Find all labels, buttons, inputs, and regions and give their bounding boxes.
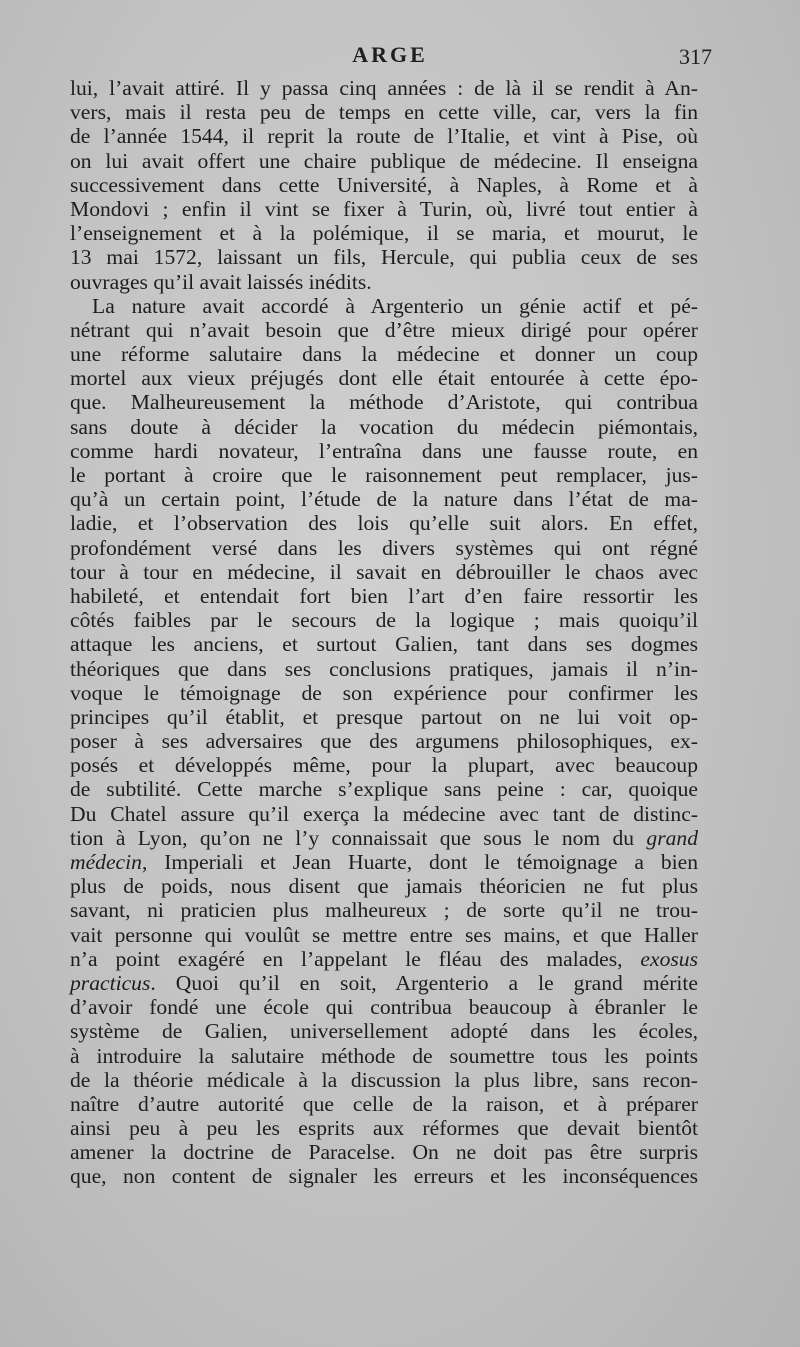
italic-term: grand <box>646 825 698 850</box>
paragraph-end-line: ouvrages qu’il avait laissés inédits. <box>70 269 372 294</box>
text-line: naître d’autre autorité que celle de la raison, et à préparer <box>70 1091 698 1116</box>
text-line: voque le témoignage de son expérience pour confirmer les <box>70 680 698 705</box>
text-line: médecin, Imperiali et Jean Huarte, dont le témoignage a bien <box>70 850 698 874</box>
text-line: plus de poids, nous disent que jamais théoricien ne fut plus <box>70 874 698 899</box>
text-line: poser à ses adversaires que des argumens philosophiques, ex- <box>70 729 698 754</box>
paragraph-start-line: La nature avait accordé à Argenterio un génie actif et pé- <box>92 293 698 318</box>
text-line: tion à Lyon, qu’on ne l’y connaissait que sous le nom du grand <box>70 825 698 850</box>
text-line: vers, mais il resta peu de temps en cette ville, car, vers la fin <box>70 100 698 125</box>
text-line: successivement dans cette Université, à Naples, à Rome et à <box>70 172 698 197</box>
text-line: n’a point exagéré en l’appelant le fléau des malades, exosus <box>70 946 698 971</box>
text-line: une réforme salutaire dans la médecine et donner un coup <box>70 342 698 367</box>
text-line: ainsi peu à peu les esprits aux réformes que devait bientôt <box>70 1116 698 1141</box>
text-line: l’enseignement et à la polémique, il se maria, et mourut, le <box>70 221 698 246</box>
page-number: 317 <box>679 44 712 69</box>
text-line: le portant à croire que le raisonnement peut remplacer, jus- <box>70 463 698 487</box>
text-line: sans doute à décider la vocation du médecin piémontais, <box>70 414 698 439</box>
running-title: ARGE <box>352 42 428 67</box>
italic-term: médecin <box>70 850 142 874</box>
text-line: mortel aux vieux préjugés dont elle était entourée à cette épo- <box>70 366 698 391</box>
text-line: principes qu’il établit, et presque partout on ne lui voit op- <box>70 704 698 729</box>
text-line: théoriques que dans ses conclusions pratiques, jamais il n’in- <box>70 656 698 681</box>
text-line: que, non content de signaler les erreurs et les inconséquences <box>70 1164 698 1189</box>
text-line: posés et développés même, pour la plupart, avec beaucoup <box>70 753 698 778</box>
text-line: système de Galien, universellement adopté dans les écoles, <box>70 1019 698 1044</box>
text-line: d’avoir fondé une école qui contribua beaucoup à ébranler le <box>70 995 698 1020</box>
text-line: de la théorie médicale à la discussion la plus libre, sans recon- <box>70 1067 698 1092</box>
text-line: attaque les anciens, et surtout Galien, tant dans ses dogmes <box>70 632 698 657</box>
text-line: qu’à un certain point, l’étude de la nature dans l’état de ma- <box>70 487 698 512</box>
italic-term: exosus <box>640 946 698 971</box>
text-line: amener la doctrine de Paracelse. On ne doit pas être surpris <box>70 1140 698 1165</box>
text-line: Mondovi ; enfin il vint se fixer à Turin, où, livré tout entier à <box>70 196 698 221</box>
page-header <box>70 42 710 76</box>
text-line: que. Malheureusement la méthode d’Aristote, qui contribua <box>70 390 698 415</box>
text-line: comme hardi novateur, l’entraîna dans une fausse route, en <box>70 438 698 463</box>
text-line: ladie, et l’observation des lois qu’elle suit alors. En effet, <box>70 511 698 536</box>
text-line: tour à tour en médecine, il savait en débrouiller le chaos avec <box>70 559 698 584</box>
text-line: 13 mai 1572, laissant un fils, Hercule, qui publia ceux de ses <box>70 245 698 270</box>
text-line: habileté, et entendait fort bien l’art d’en faire ressortir les <box>70 583 698 608</box>
text-line: practicus. Quoi qu’il en soit, Argenterio a le grand mérite <box>70 970 698 995</box>
text-line: de l’année 1544, il reprit la route de l’Italie, et vint à Pise, où <box>70 124 698 149</box>
text-line: à introduire la salutaire méthode de soumettre tous les points <box>70 1043 698 1068</box>
text-line: de subtilité. Cette marche s’explique sans peine : car, quoique <box>70 777 698 802</box>
text-line: profondément versé dans les divers systèmes qui ont régné <box>70 535 698 560</box>
text-line: vait personne qui voulût se mettre entre ses mains, et que Haller <box>70 922 698 947</box>
italic-term: practicus <box>70 970 151 995</box>
text-line: lui, l’avait attiré. Il y passa cinq années : de là il se rendit à An- <box>70 76 698 100</box>
text-line: on lui avait offert une chaire publique de médecine. Il enseigna <box>70 148 698 173</box>
text-line: Du Chatel assure qu’il exerça la médecine avec tant de distinc- <box>70 801 698 826</box>
text-line: côtés faibles par le secours de la logique ; mais quoiqu’il <box>70 608 698 633</box>
text-line: nétrant qui n’avait besoin que d’être mieux dirigé pour opérer <box>70 317 698 342</box>
body-text <box>70 76 698 1189</box>
text-line: savant, ni praticien plus malheureux ; de sorte qu’il ne trou- <box>70 898 698 923</box>
